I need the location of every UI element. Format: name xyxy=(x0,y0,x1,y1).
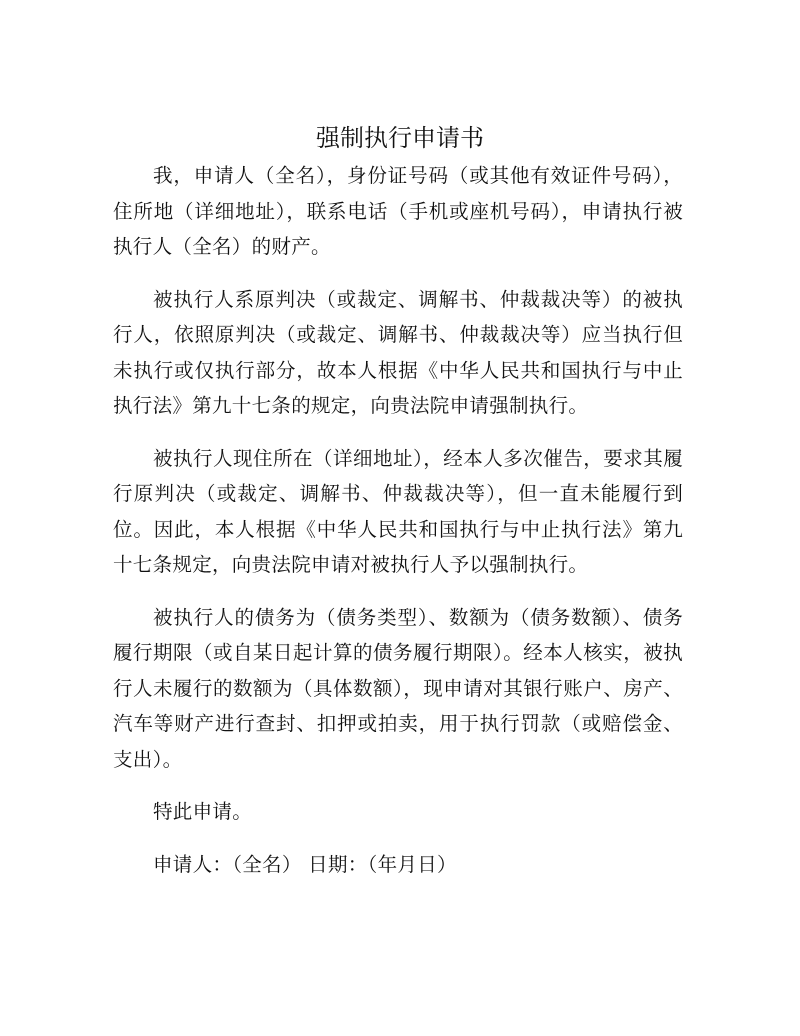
paragraph-legal-basis: 被执行人系原判决（或裁定、调解书、仲裁裁决等）的被执行人，依照原判决（或裁定、调解书、仲裁裁决等）应当执行但未执行或仅执行部分，故本人根据《中华人民共和国执行与中止执行法》第九十七条的规定，向贵法院申请强制执行。 xyxy=(113,287,683,417)
document-title: 强制执行申请书 xyxy=(316,124,484,152)
paragraph-demand-history: 被执行人现住所在（详细地址），经本人多次催告，要求其履行原判决（或裁定、调解书、仲裁裁决等），但一直未能履行到位。因此，本人根据《中华人民共和国执行与中止执行法》第九十七条规定，向贵法院申请对被执行人予以强制执行。 xyxy=(113,446,683,576)
document-body xyxy=(113,158,683,899)
paragraph-closing: 特此申请。 xyxy=(153,800,253,823)
signature-line: 申请人：（全名） 日期：（年月日） xyxy=(153,852,457,876)
paragraph-applicant-info: 我，申请人（全名），身份证号码（或其他有效证件号码），住所地（详细地址），联系电话（手机或座机号码），申请执行被执行人（全名）的财产。 xyxy=(113,164,683,258)
paragraph-debt-details: 被执行人的债务为（债务类型）、数额为（债务数额）、债务履行期限（或自某日起计算的债务履行期限）。经本人核实，被执行人未履行的数额为（具体数额），现申请对其银行账户、房产、汽车等财产进行查封、扣押或拍卖，用于执行罚款（或赔偿金、支出）。 xyxy=(113,605,683,771)
